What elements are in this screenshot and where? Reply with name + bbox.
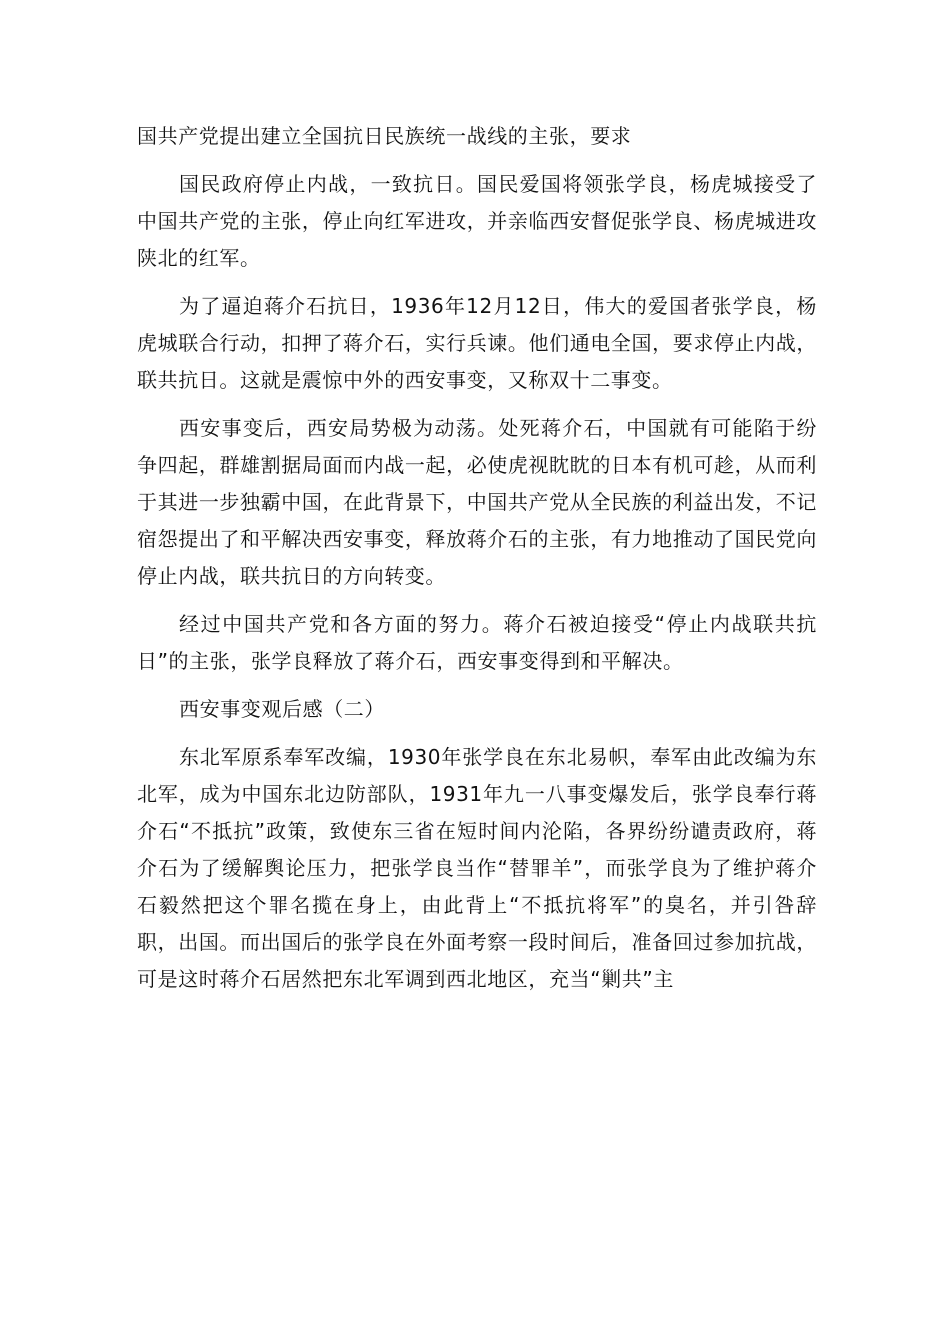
paragraph-2: 国民政府停止内战，一致抗日。国民爱国将领张学良，杨虎城接受了中国共产党的主张，停止向红军进攻，并亲临西安督促张学良、杨虎城进攻陕北的红军。	[137, 172, 817, 270]
paragraph-1: 国共产党提出建立全国抗日民族统一战线的主张，要求	[137, 124, 632, 148]
paragraph-4: 西安事变后，西安局势极为动荡。处死蒋介石，中国就有可能陷于纷争四起，群雄割据局面而内战一起，必使虎视眈眈的日本有机可趁，从而利于其进一步独霸中国，在此背景下，中国共产党从全民族的利益出发，不记宿怨提出了和平解决西安事变，释放蒋介石的主张，有力地推动了国民党向停止内战，联共抗日的方向转变。	[137, 416, 817, 588]
paragraph-5: 经过中国共产党和各方面的努力。蒋介石被迫接受“停止内战联共抗日”的主张，张学良释放了蒋介石，西安事变得到和平解决。	[137, 612, 817, 673]
paragraph-6: 东北军原系奉军改编，1930年张学良在东北易帜，奉军由此改编为东北军，成为中国东北边防部队，1931年九一八事变爆发后，张学良奉行蒋介石“不抵抗”政策，致使东三省在短时间内沦陷，各界纷纷谴责政府，蒋介石为了缓解舆论压力，把张学良当作“替罪羊”，而张学良为了维护蒋介石毅然把这个罪名揽在身上，由此背上“不抵抗将军”的臭名，并引咎辞职，出国。而出国后的张学良在外面考察一段时间后，准备回过参加抗战，可是这时蒋介石居然把东北军调到西北地区，充当“剿共”主	[137, 745, 818, 991]
document-body	[137, 118, 817, 998]
paragraph-3: 为了逼迫蒋介石抗日，1936年12月12日，伟大的爱国者张学良，杨虎城联合行动，扣押了蒋介石，实行兵谏。他们通电全国，要求停止内战，联共抗日。这就是震惊中外的西安事变，又称双十二事变。	[137, 294, 817, 392]
section-heading: 西安事变观后感（二）	[179, 697, 385, 721]
